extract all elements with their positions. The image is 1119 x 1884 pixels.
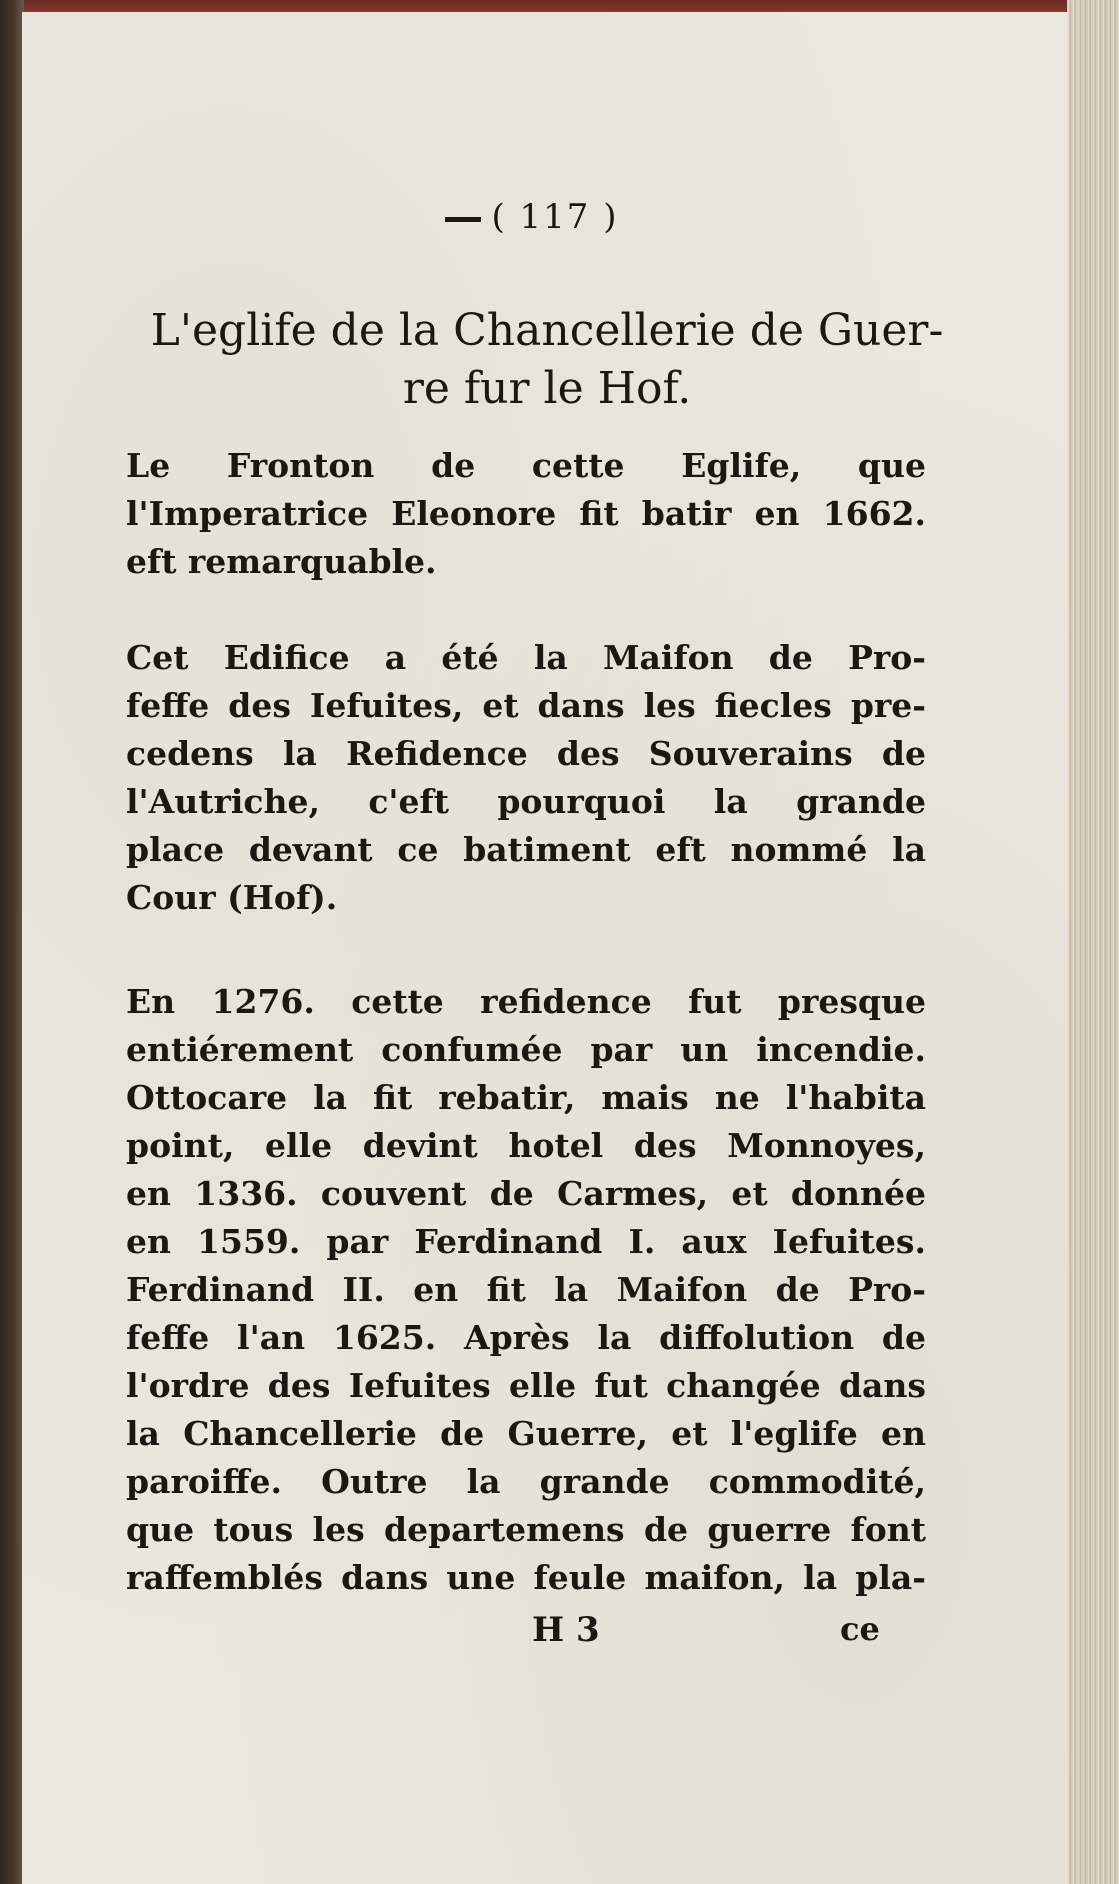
text-line: place devant ce batiment eft nommé la <box>126 830 926 869</box>
text-line: entiérement confumée par un incendie. <box>126 1030 926 1069</box>
page-edges <box>1067 0 1119 1884</box>
text-line: que tous les departemens de guerre font <box>126 1510 926 1549</box>
text-line: l'Imperatrice Eleonore fit batir en 1662. <box>126 494 926 533</box>
text-line: point, elle devint hotel des Monnoyes, <box>126 1126 926 1165</box>
text-line: Cour (Hof). <box>126 878 338 917</box>
text-line: Le Fronton de cette Eglife, que <box>126 446 926 485</box>
page-number: ( 117 ) <box>491 197 619 237</box>
text-line: Ferdinand II. en fit la Maifon de Pro- <box>126 1270 926 1309</box>
catchword: ce <box>840 1610 880 1648</box>
page-header <box>352 197 712 237</box>
text-line: l'Autriche, c'eft pourquoi la grande <box>126 782 926 821</box>
text-line: feffe l'an 1625. Après la diffolution de <box>126 1318 926 1357</box>
paragraph-2 <box>126 634 926 922</box>
text-line: Cet Edifice a été la Maifon de Pro- <box>126 638 926 677</box>
text-line: Ottocare la fit rebatir, mais ne l'habita <box>126 1078 926 1117</box>
book-page <box>22 12 1068 1884</box>
text-line: En 1276. cette refidence fut presque <box>126 982 926 1021</box>
signature-mark: H 3 <box>532 1610 600 1650</box>
text-line: l'ordre des Iefuites elle fut changée dans <box>126 1366 926 1405</box>
text-line: eft remarquable. <box>126 542 437 581</box>
title-line: re fur le Hof. <box>402 363 692 414</box>
book-binding <box>0 0 24 1884</box>
text-line: paroiffe. Outre la grande commodité, <box>126 1462 926 1501</box>
text-line: en 1336. couvent de Carmes, et donnée <box>126 1174 926 1213</box>
page-content <box>22 12 1068 1884</box>
text-line: feffe des Iefuites, et dans les fiecles pre- <box>126 686 926 725</box>
text-line: raffemblés dans une feule maifon, la pla- <box>126 1558 926 1597</box>
text-line: en 1559. par Ferdinand I. aux Iefuites. <box>126 1222 926 1261</box>
title-line: L'eglife de la Chancellerie de Guer- <box>150 305 944 356</box>
section-title <box>122 302 972 418</box>
header-dash <box>445 217 481 222</box>
paragraph-1 <box>126 442 926 586</box>
paragraph-3 <box>126 978 926 1602</box>
text-line: la Chancellerie de Guerre, et l'eglife en <box>126 1414 926 1453</box>
text-line: cedens la Refidence des Souverains de <box>126 734 926 773</box>
